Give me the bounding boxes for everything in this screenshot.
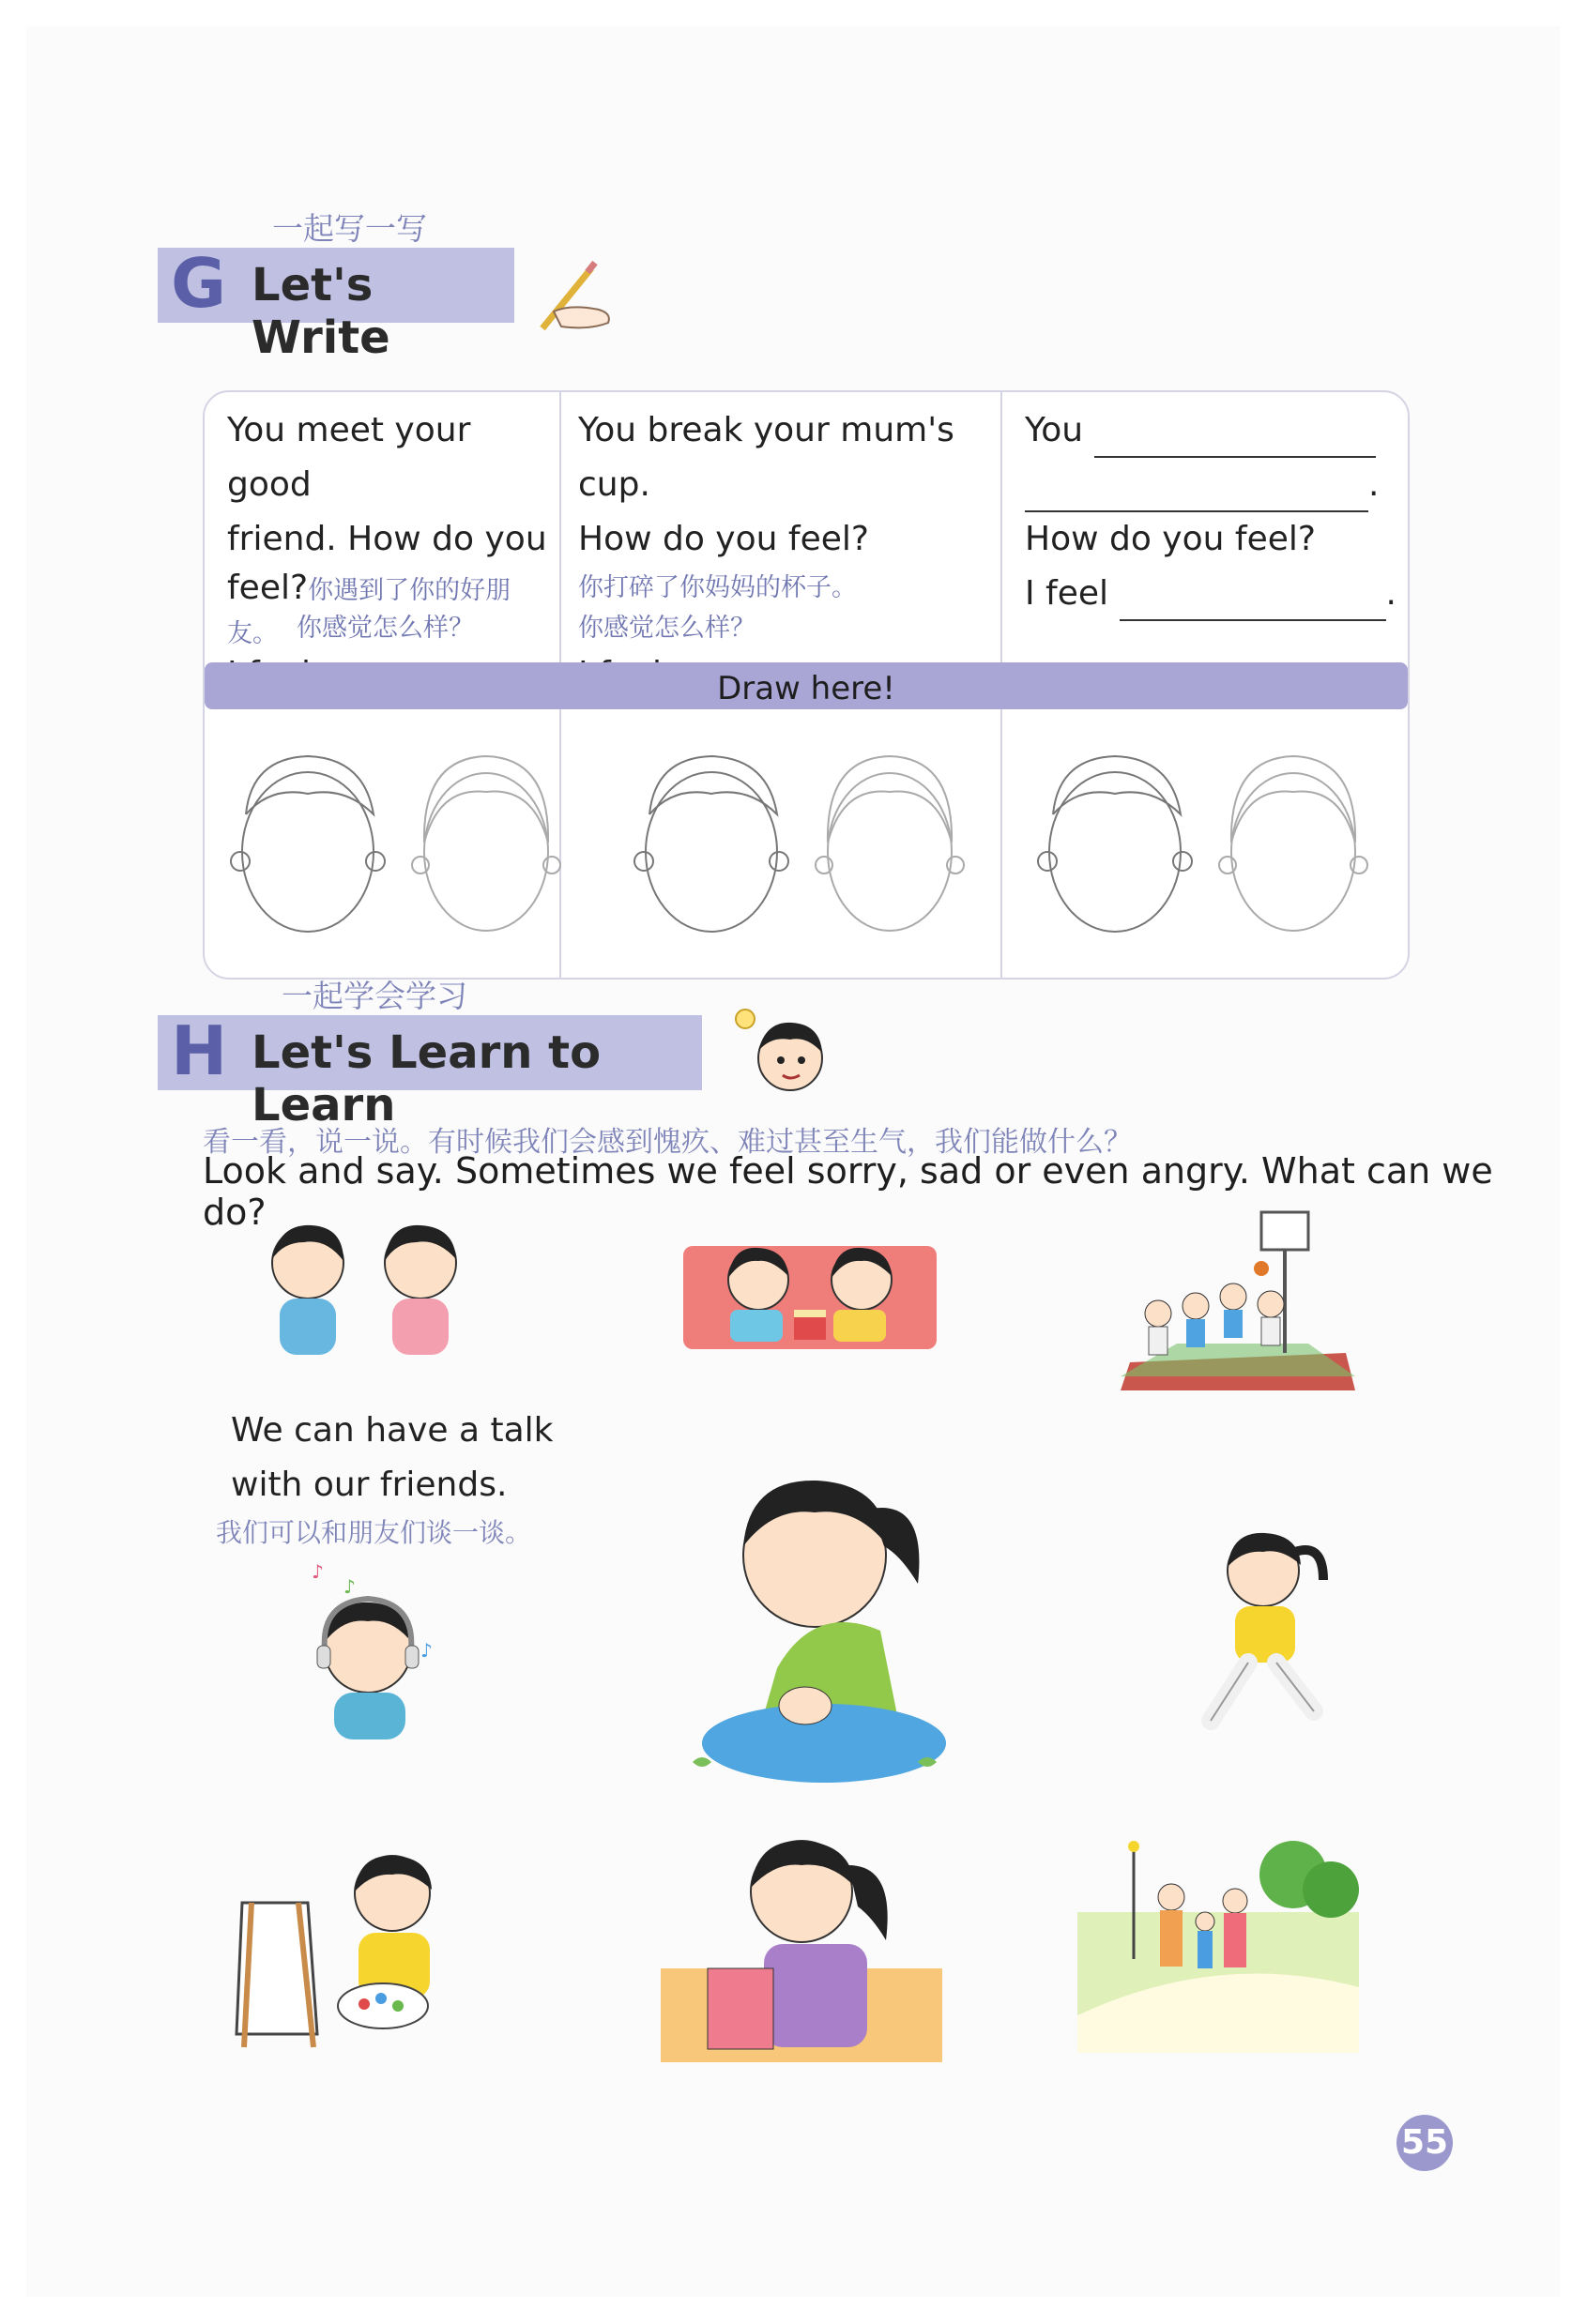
family-walking-park-illustration <box>1077 1837 1359 2053</box>
cell-3-blank-2[interactable] <box>1025 475 1368 512</box>
talk-caption-line2: with our friends. <box>231 1466 508 1504</box>
writing-table <box>203 390 1410 980</box>
cell-1-line3: feel? <box>227 569 309 607</box>
cell-3-line3: How do you feel? <box>1025 520 1316 558</box>
girl-painting-illustration <box>223 1846 467 2053</box>
two-girls-talking-illustration <box>242 1216 486 1366</box>
cell-3-line1: You <box>1025 411 1084 449</box>
section-g-title: Let's Write <box>252 259 390 364</box>
cell-2-cn2: 你感觉怎么样？ <box>578 614 755 643</box>
cell-2-line2: How do you feel? <box>578 520 869 558</box>
draw-here-label: Draw here! <box>717 670 895 707</box>
instruction-cn: 看一看，说一说。有时候我们会感到愧疚、难过甚至生气，我们能做什么？ <box>203 1126 1132 1159</box>
talk-caption-line1: We can have a talk <box>231 1411 554 1450</box>
cell-1 <box>227 403 556 702</box>
girl-reading-book-illustration <box>661 1828 942 2062</box>
sad-girl-sitting-illustration <box>683 1452 955 1790</box>
girl-listening-music-illustration <box>293 1556 452 1743</box>
cell-1-cn1: 你遇到了你的好朋友。 <box>227 576 511 648</box>
cell-2-cn1: 你打碎了你妈妈的杯子。 <box>578 573 857 602</box>
page-number: 55 <box>1396 2115 1453 2171</box>
svg-text:♪: ♪ <box>343 1575 356 1598</box>
svg-text:♪: ♪ <box>420 1639 433 1662</box>
svg-text:♪: ♪ <box>312 1560 324 1583</box>
section-h-banner <box>158 1011 702 1132</box>
cell-3-feel: I feel <box>1025 574 1109 613</box>
section-g-letter: G <box>171 244 227 323</box>
face-outlines-drawing-area[interactable] <box>214 739 1396 946</box>
talk-caption-cn: 我们可以和朋友们谈一谈。 <box>216 1517 532 1548</box>
hand-pencil-icon <box>533 255 618 340</box>
girls-watching-movie-illustration <box>683 1237 937 1349</box>
cell-3: You . How do you feel? I feel . <box>1025 403 1400 621</box>
section-h-cn-title: 一起学会学习 <box>282 978 467 1014</box>
cell-2-line1: You break your mum's cup. <box>578 411 954 504</box>
cell-3-answer-blank[interactable] <box>1120 584 1386 621</box>
cell-1-line2: friend. How do you <box>227 520 547 558</box>
section-h-letter: H <box>171 1011 228 1090</box>
talk-caption <box>231 1404 554 1512</box>
instruction-en: Look and say. Sometimes we feel sorry, sad or even angry. What can we do? <box>203 1150 1493 1233</box>
cell-3-blank-1[interactable] <box>1094 420 1376 458</box>
cell-1-line1: You meet your good <box>227 411 471 504</box>
section-g-cn-title: 一起写一写 <box>272 210 427 247</box>
section-h-title: Let's Learn to Learn <box>252 1026 602 1132</box>
thinking-boy-lightbulb-icon <box>728 1002 832 1096</box>
cell-2 <box>578 403 991 702</box>
kids-playing-basketball-illustration <box>1121 1203 1355 1390</box>
girl-running-illustration <box>1173 1524 1361 1749</box>
draw-here-band <box>205 662 1408 709</box>
section-g-banner <box>158 244 514 364</box>
textbook-page <box>26 26 1560 2297</box>
cell-1-cn2: 你感觉怎么样？ <box>297 614 474 643</box>
